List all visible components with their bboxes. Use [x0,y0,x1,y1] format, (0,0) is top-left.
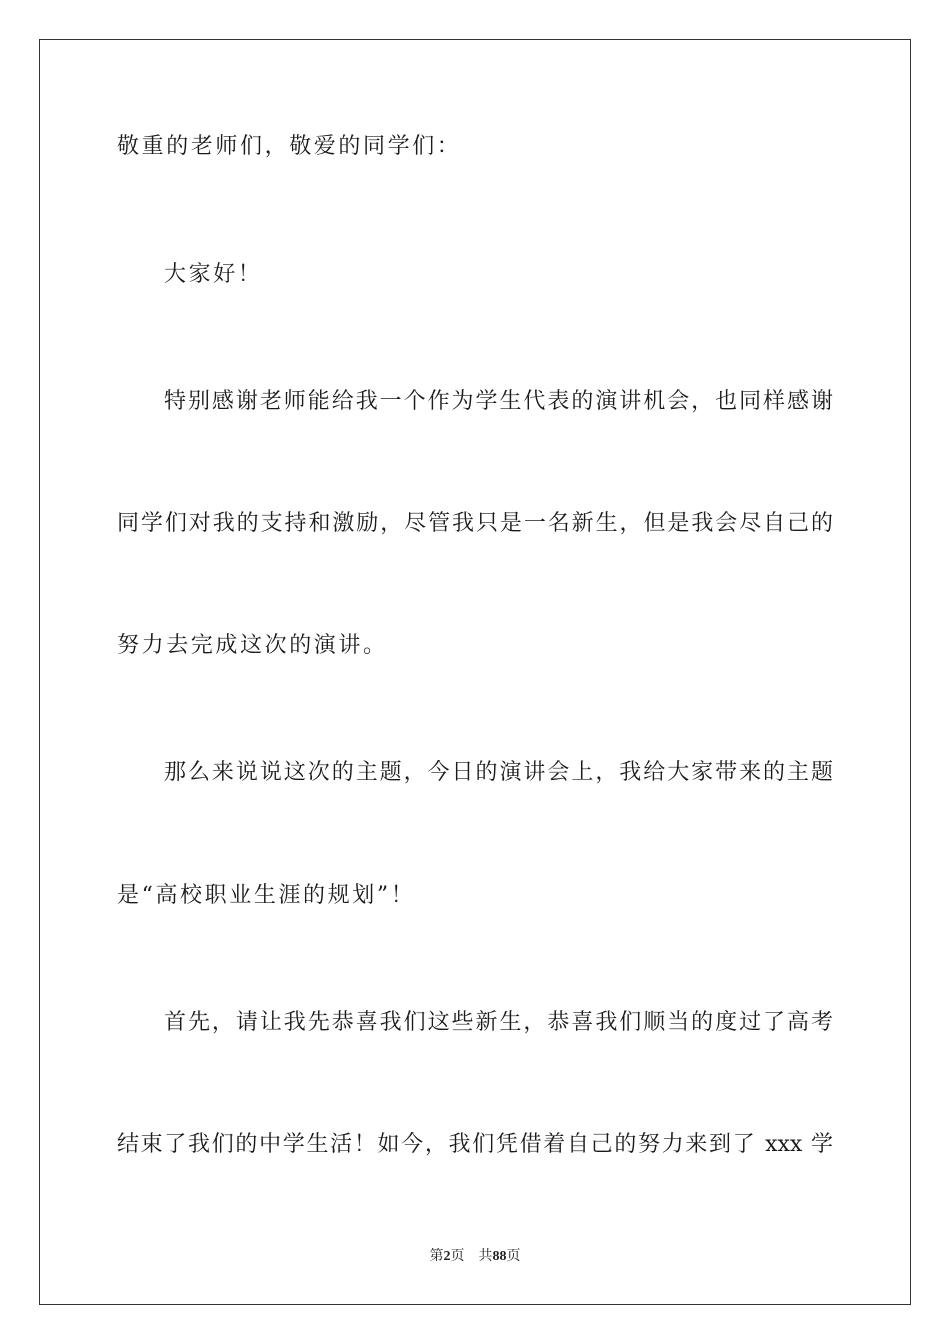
paragraph-1-line-2: 同学们对我的支持和激励，尽管我只是一名新生，但是我会尽自己的 [117,511,833,536]
paragraph-1-line-1: 特别感谢老师能给我一个作为学生代表的演讲机会，也同样感谢 [164,389,833,414]
page-border [39,39,911,1305]
footer-total-prefix: 共 [478,1248,493,1264]
paragraph-2-line-1: 那么来说说这次的主题，今日的演讲会上，我给大家带来的主题 [164,760,833,785]
footer-total-suffix: 页 [506,1248,521,1264]
footer-page-suffix: 页 [450,1248,465,1264]
footer-total-pages: 88 [492,1249,507,1264]
footer-page-prefix: 第 [429,1248,444,1264]
greeting-line: 大家好！ [164,262,263,287]
paragraph-1-line-3: 努力去完成这次的演讲。 [117,633,388,658]
paragraph-3-line-2: 结束了我们的中学生活！如今，我们凭借着自己的努力来到了 xxx 学 [117,1132,833,1157]
salutation-line: 敬重的老师们，敬爱的同学们： [117,134,462,159]
page-footer [0,1246,950,1267]
footer-page-number: 2 [443,1249,451,1264]
paragraph-3-line-1: 首先，请让我先恭喜我们这些新生，恭喜我们顺当的度过了高考 [164,1010,833,1035]
paragraph-2-line-2: 是“高校职业生涯的规划”！ [117,883,416,908]
